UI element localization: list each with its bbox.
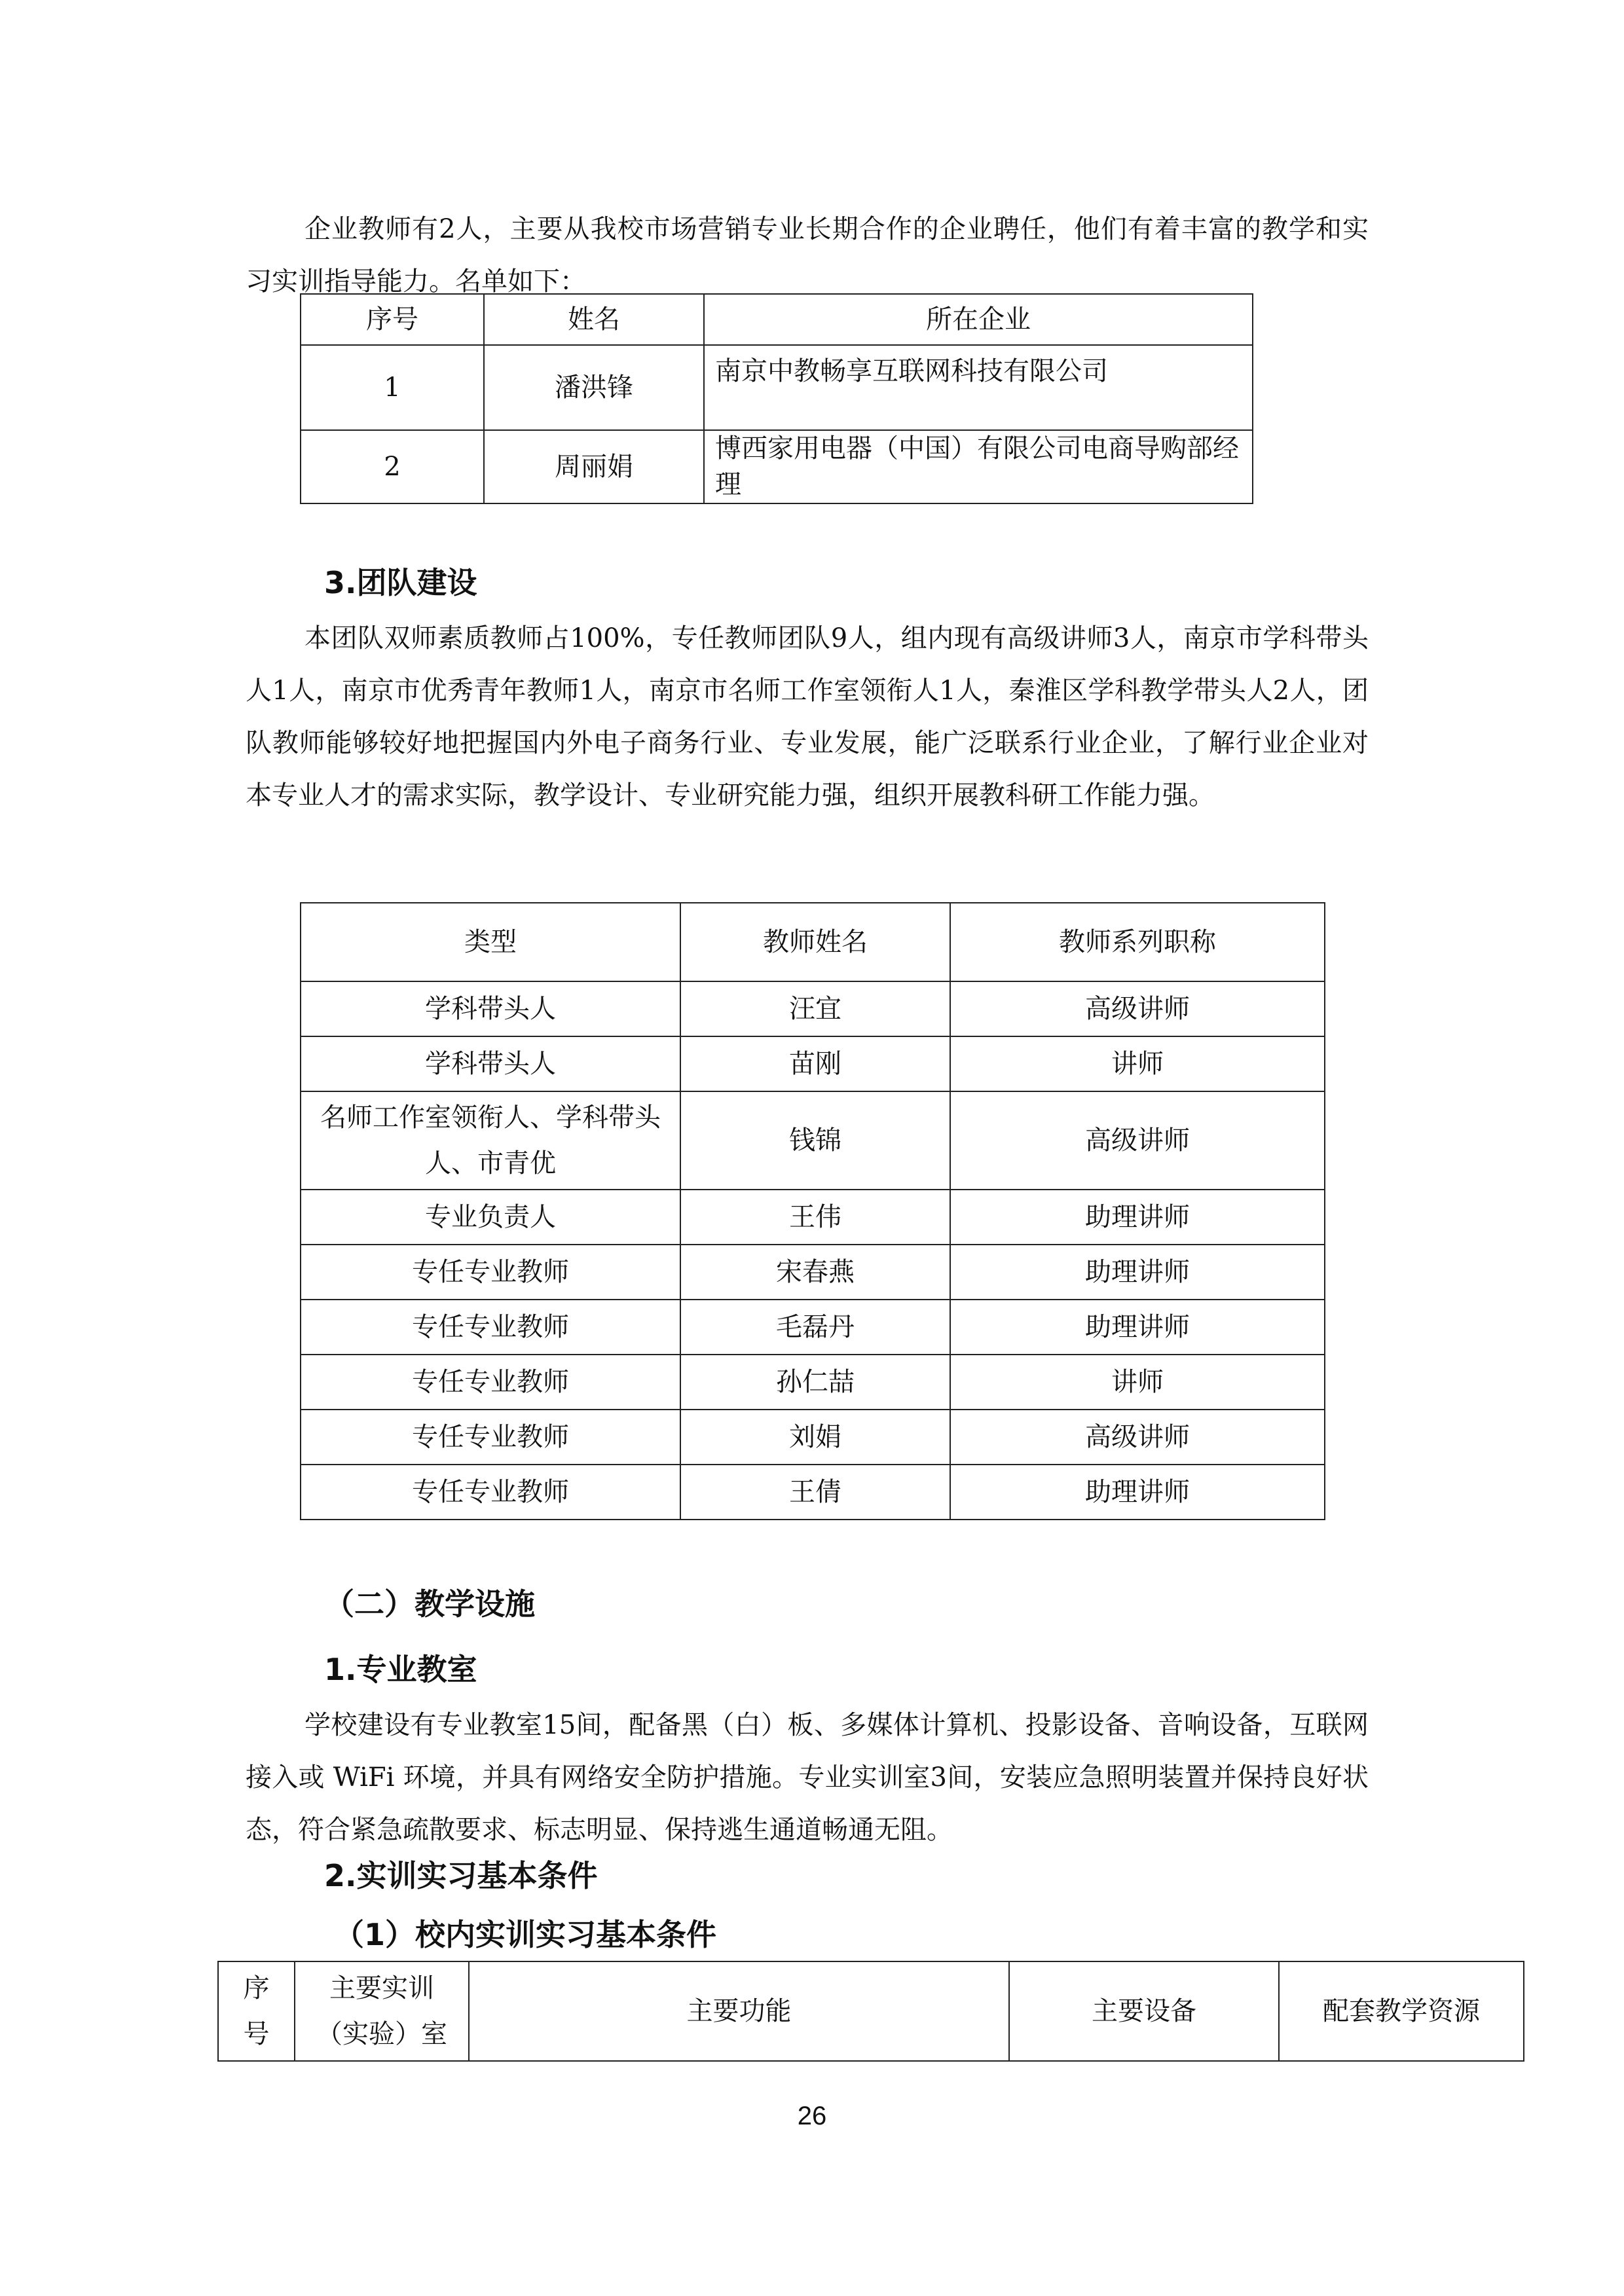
teacher-title: 高级讲师 <box>950 1091 1325 1190</box>
teacher-type: 专任专业教师 <box>301 1355 680 1410</box>
teacher-type: 专任专业教师 <box>301 1410 680 1465</box>
teacher-name: 宋春燕 <box>680 1245 950 1300</box>
header-cell: 序号 <box>301 294 484 345</box>
intro-paragraph: 企业教师有2人，主要从我校市场营销专业长期合作的企业聘任，他们有着丰富的教学和实习实训指导能力。名单如下： <box>246 214 1369 297</box>
row-number: 1 <box>301 345 484 430</box>
teacher-type: 学科带头人 <box>301 1036 680 1091</box>
table-header-row <box>218 1961 1524 2061</box>
teacher-title: 助理讲师 <box>950 1300 1325 1355</box>
header-cell: 类型 <box>301 903 680 981</box>
teacher-name: 苗刚 <box>680 1036 950 1091</box>
row-number: 2 <box>301 430 484 503</box>
classroom-paragraph: 学校建设有专业教室15间，配备黑（白）板、多媒体计算机、投影设备、音响设备，互联网接入或 WiFi 环境，并具有网络安全防护措施。专业实训室3间，安装应急照明装置并保持良好状态，符合紧急疏散要求、标志明显、保持逃生通道畅通无阻。 <box>246 1710 1369 1845</box>
table-row <box>301 1036 1325 1091</box>
teacher-name: 刘娟 <box>680 1410 950 1465</box>
classroom-heading: 1.专业教室 <box>324 1652 477 1687</box>
teacher-title: 助理讲师 <box>950 1190 1325 1245</box>
table-row <box>301 1190 1325 1245</box>
teacher-title: 助理讲师 <box>950 1465 1325 1520</box>
teacher-title: 讲师 <box>950 1036 1325 1091</box>
teacher-title: 高级讲师 <box>950 1410 1325 1465</box>
table-row <box>301 345 1253 430</box>
table-row <box>301 981 1325 1036</box>
teacher-title-table <box>300 902 1325 1520</box>
enterprise-teacher-table <box>300 293 1253 504</box>
teacher-name: 潘洪锋 <box>484 345 704 430</box>
header-cell: 主要实训（实验）室 <box>295 1961 469 2061</box>
table-row <box>301 1355 1325 1410</box>
table-row <box>301 1410 1325 1465</box>
table-header-row <box>301 294 1253 345</box>
company-name: 南京中教畅享互联网科技有限公司 <box>704 345 1253 430</box>
header-cell: 主要功能 <box>469 1961 1009 2061</box>
teacher-name: 孙仁喆 <box>680 1355 950 1410</box>
teacher-name: 毛磊丹 <box>680 1300 950 1355</box>
header-cell: 序号 <box>218 1961 295 2061</box>
teacher-type: 专任专业教师 <box>301 1465 680 1520</box>
teacher-title: 高级讲师 <box>950 981 1325 1036</box>
teacher-name: 钱锦 <box>680 1091 950 1190</box>
teacher-type: 专任专业教师 <box>301 1245 680 1300</box>
header-cell: 所在企业 <box>704 294 1253 345</box>
lab-table <box>217 1961 1524 2062</box>
team-paragraph: 本团队双师素质教师占100%，专任教师团队9人，组内现有高级讲师3人，南京市学科带头人1人，南京市优秀青年教师1人，南京市名师工作室领衔人1人，秦淮区学科教学带头人2人，团队教师能够较好地把握国内外电子商务行业、专业发展，能广泛联系行业企业，了解行业企业对本专业人才的需求实际，教学设计、专业研究能力强，组织开展教科研工作能力强。 <box>246 623 1369 811</box>
header-cell: 主要设备 <box>1009 1961 1279 2061</box>
header-cell: 配套教学资源 <box>1279 1961 1524 2061</box>
teacher-name: 周丽娟 <box>484 430 704 503</box>
header-cell: 教师姓名 <box>680 903 950 981</box>
training-heading: 2.实训实习基本条件 <box>324 1858 598 1893</box>
table-row <box>301 1091 1325 1190</box>
teacher-title: 讲师 <box>950 1355 1325 1410</box>
table-row <box>301 1465 1325 1520</box>
table-row <box>301 1245 1325 1300</box>
page-number: 26 <box>797 2102 827 2130</box>
teacher-name: 王伟 <box>680 1190 950 1245</box>
teacher-type: 专任专业教师 <box>301 1300 680 1355</box>
table-header-row <box>301 903 1325 981</box>
oncampus-heading: （1）校内实训实习基本条件 <box>334 1917 717 1952</box>
teacher-type: 专业负责人 <box>301 1190 680 1245</box>
teacher-type: 名师工作室领衔人、学科带头人、市青优 <box>301 1091 680 1190</box>
table-row <box>301 430 1253 503</box>
teacher-name: 王倩 <box>680 1465 950 1520</box>
teacher-title: 助理讲师 <box>950 1245 1325 1300</box>
facilities-heading: （二）教学设施 <box>324 1586 535 1622</box>
teacher-name: 汪宜 <box>680 981 950 1036</box>
company-name: 博西家用电器（中国）有限公司电商导购部经理 <box>704 430 1253 503</box>
team-heading: 3.团队建设 <box>324 565 477 600</box>
teacher-type: 学科带头人 <box>301 981 680 1036</box>
header-cell: 教师系列职称 <box>950 903 1325 981</box>
table-row <box>301 1300 1325 1355</box>
header-cell: 姓名 <box>484 294 704 345</box>
